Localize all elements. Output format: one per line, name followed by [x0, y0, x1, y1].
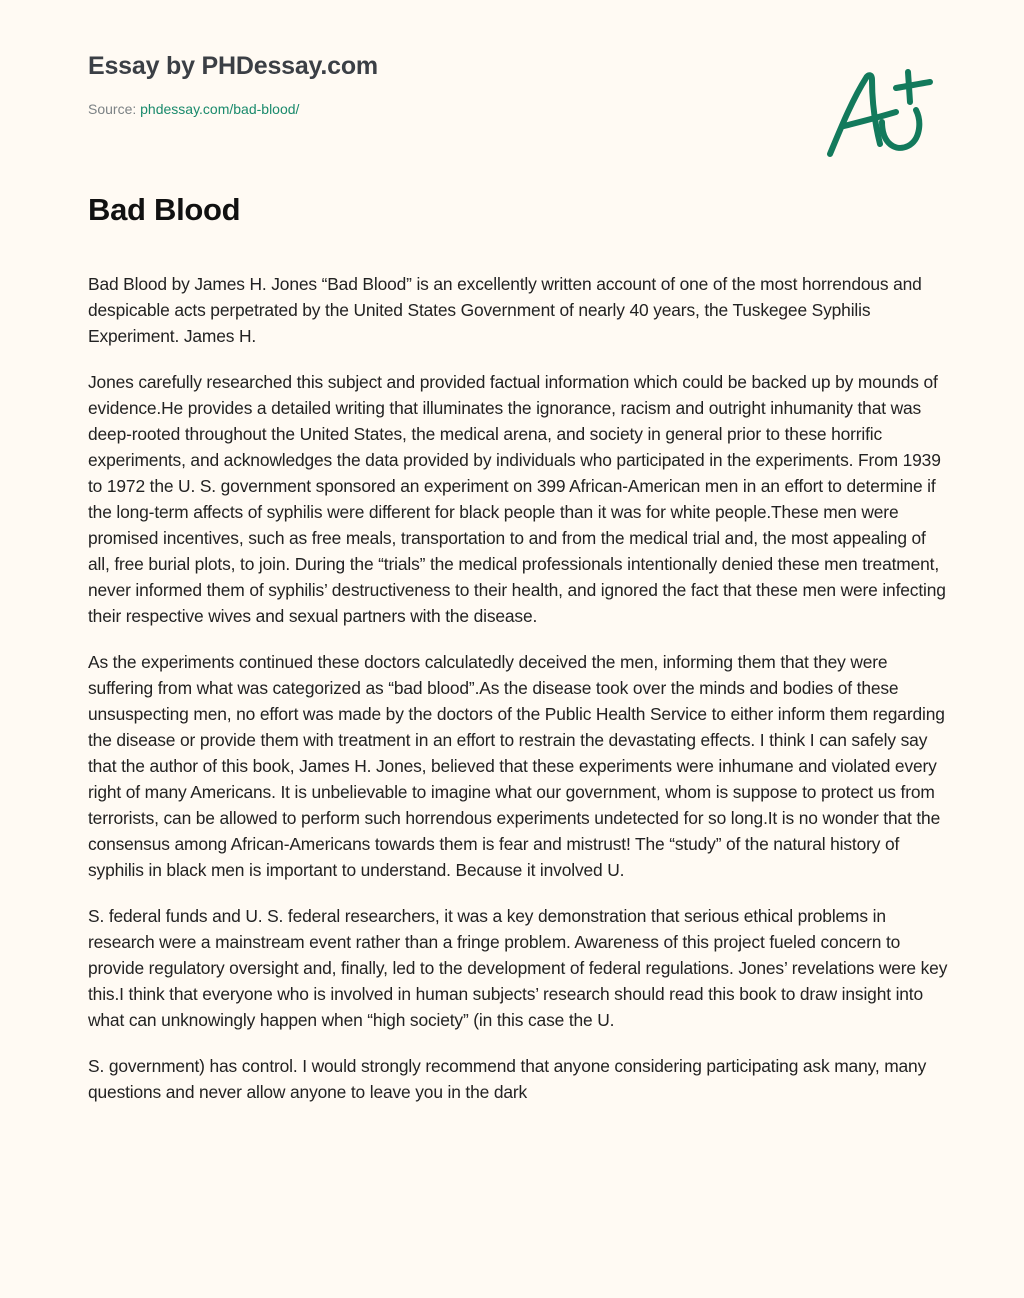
essay-paragraph: Jones carefully researched this subject and provided factual information which could be backed up by mounds of evidence.He provides a detailed writing that illuminates the ignorance, racism and outright inhumanity that was deep-rooted throughout the United States, the medical arena, and society in general prior to these horrific experiments, and acknowledges the data provided by individuals who participated in the experiments. From 1939 to 1972 the U. S. government sponsored an experiment on 399 African-American men in an effort to determine if the long-term affects of syphilis were different for black people than it was for white people.These men were promised incentives, such as free meals, transportation to and from the medical trial and, the most appealing of all, free burial plots, to join. During the “trials” the medical professionals intentionally denied these men treatment, never informed them of syphilis’ destructiveness to their health, and ignored the fact that these men were infecting their respective wives and sexual partners with the disease. [88, 372, 946, 626]
a-plus-logo-svg [820, 60, 935, 165]
essay-paragraph: Bad Blood by James H. Jones “Bad Blood” is an excellently written account of one of the most horrendous and despicable acts perpetrated by the United States Government of nearly 40 years, the Tuskegee Syphilis Experiment. James H. [88, 274, 922, 346]
essay-paragraph: S. federal funds and U. S. federal researchers, it was a key demonstration that serious ethical problems in research were a mainstream event rather than a fringe problem. Awareness of this project fueled concern to provide regulatory oversight and, finally, led to the development of federal regulations. Jones’ revelations were key this.I think that everyone who is involved in human subjects’ research should read this book to draw insight into what can unknowingly happen when “high society” (in this case the U. [88, 906, 948, 1030]
source-link[interactable]: phdessay.com/bad-blood/ [140, 101, 300, 117]
a-crossbar-stroke [844, 112, 896, 126]
a-letter-stroke [830, 75, 880, 154]
a-plus-grade-icon [820, 60, 935, 165]
site-header [88, 50, 788, 118]
plus-horizontal-stroke [896, 82, 930, 88]
source-line [88, 100, 788, 118]
source-label: Source: [88, 101, 137, 117]
essay-paragraph: As the experiments continued these doctors calculatedly deceived the men, informing them that they were suffering from what was categorized as “bad blood”.As the disease took over the minds and bodies of these unsuspecting men, no effort was made by the doctors of the Public Health Service to either inform them regarding the disease or provide them with treatment in an effort to restrain the devastating effects. I think I can safely say that the author of this book, James H. Jones, believed that these experiments were inhumane and violated every right of many Americans. It is unbelievable to imagine what our government, whom is suppose to protect us from terrorists, can be allowed to perform such horrendous experiments undetected for so long.It is no wonder that the consensus among African-Americans towards them is fear and mistrust! The “study” of the natural history of syphilis in black men is important to understand. Because it involved U. [88, 652, 945, 880]
site-title: Essay by PHDessay.com [88, 52, 378, 80]
document-title: Bad Blood [88, 192, 241, 227]
essay-body [88, 271, 948, 1254]
essay-paragraph: S. government) has control. I would strongly recommend that anyone considering participating ask many, many questions and never allow anyone to leave you in the dark [88, 1056, 927, 1102]
